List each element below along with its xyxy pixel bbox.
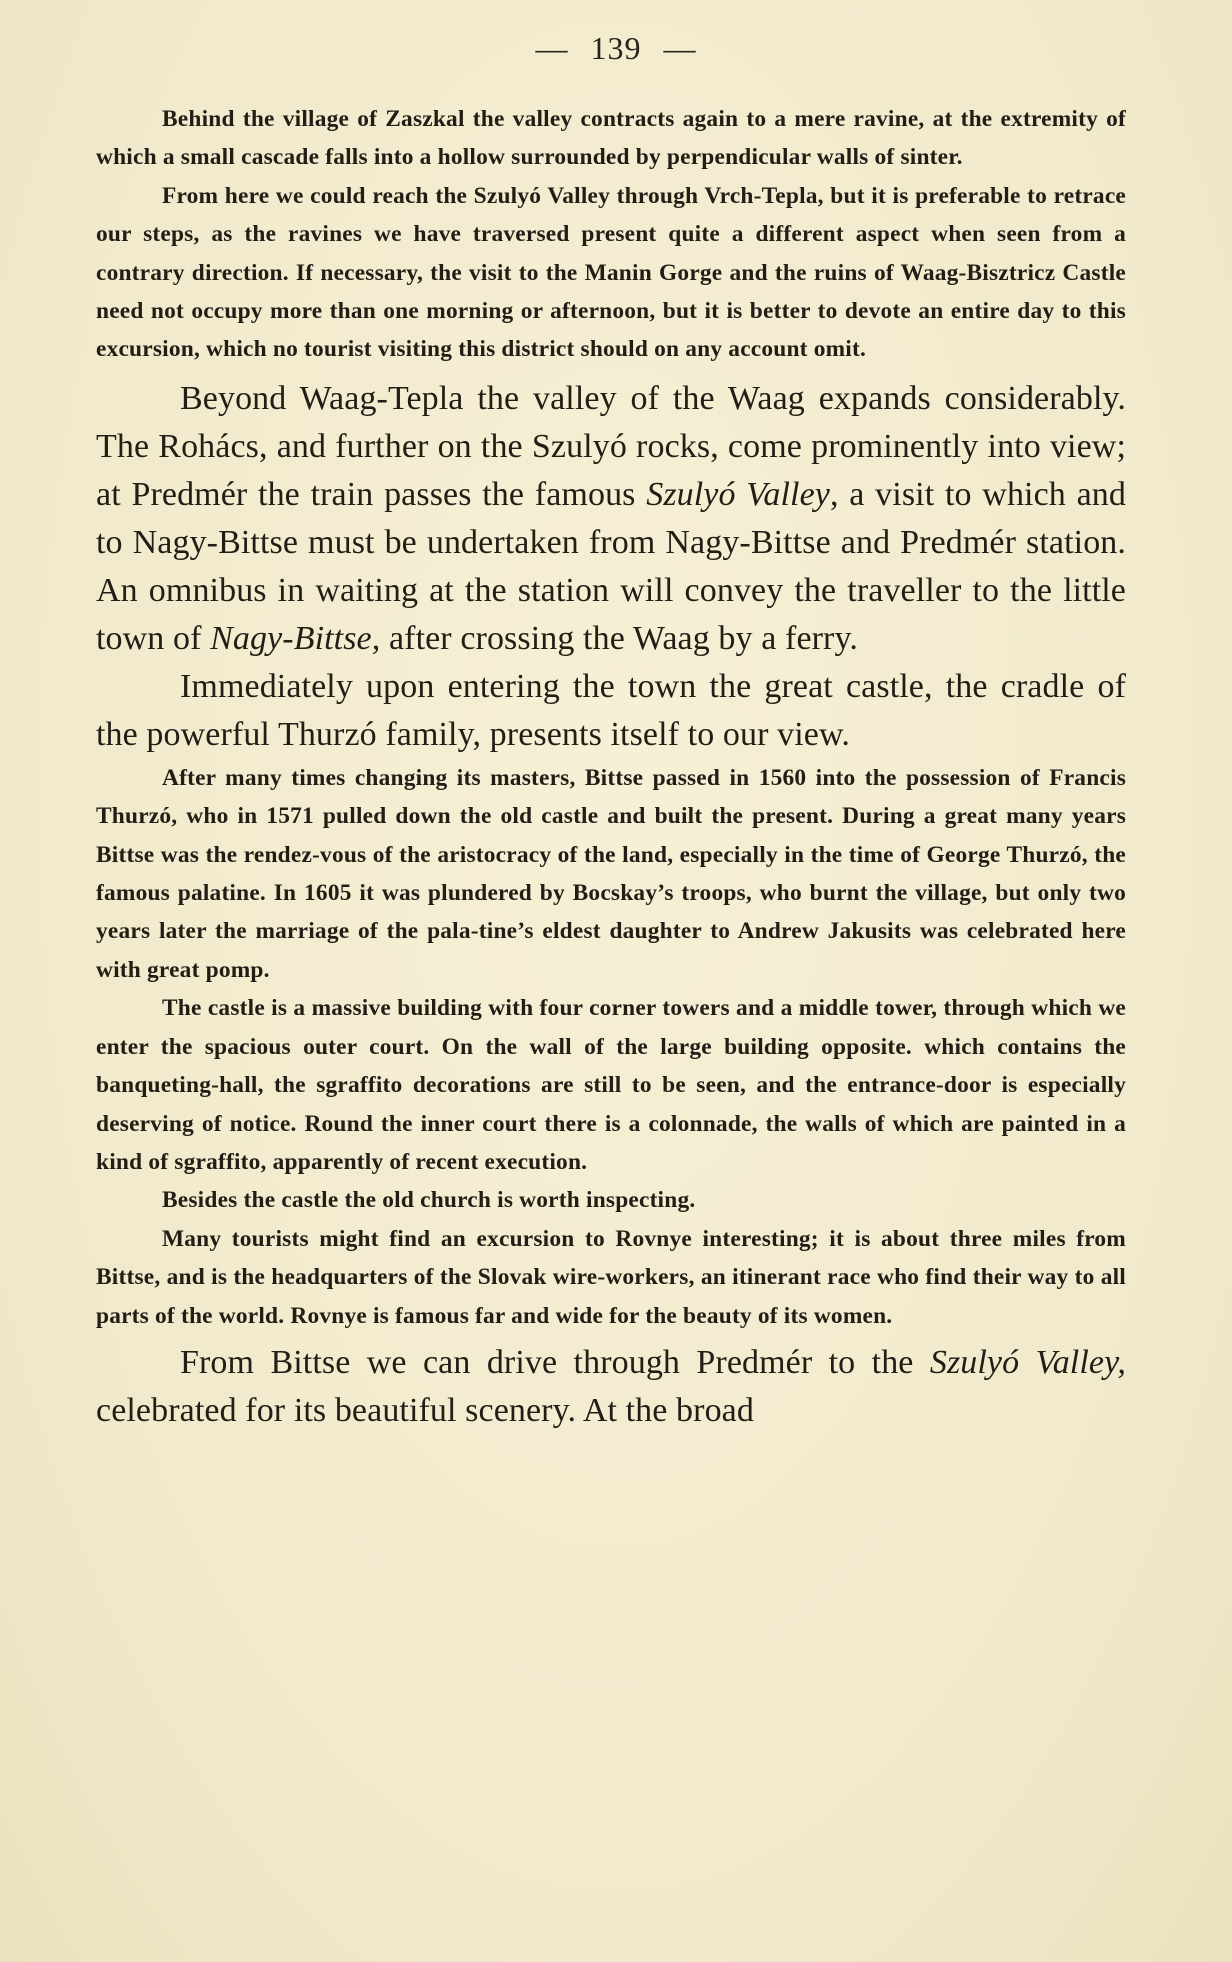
text-run: From Bittse we can drive through Predmér to the [180, 1343, 930, 1381]
italic-text: Nagy-Bittse, [210, 619, 381, 657]
paragraph [96, 1181, 1126, 1219]
text-run: From here we could reach the Szulyó Valley through Vrch-Tepla, but it is preferable to retrace our steps, as the ravines we have traversed present quite a different aspect when seen from a contrary direction. If necessary, the visit to the Manin Gorge and the ruins of Waag-Bisztricz Castle need not occupy more than one morning or afternoon, but it is better to devote an entire day to this excursion, which no tourist visiting this district should on any account omit. [96, 182, 1126, 363]
text-run: Many tourists might find an excursion to Rovnye interesting; it is about three miles from Bittse, and is the headquarters of the Slovak wire-workers, an itinerant race who find their way to all parts of the world. Rovnye is famous far and wide for the beauty of its women. [96, 1225, 1126, 1329]
text-run: After many times changing its masters, Bittse passed in 1560 into the possession of Francis Thurzó, who in 1571 pulled down the old castle and built the present. During a great many years Bittse was the rendez-vous of the aristocracy of the land, especially in the time of George Thurzó, the famous palatine. In 1605 it was plundered by Bocskay’s troops, who burnt the village, but only two years later the marriage of the pala-tine’s eldest daughter to Andrew Jakusits was celebrated here with great pomp. [96, 764, 1126, 983]
text-run: , a visit to which and to Nagy-Bittse must be undertaken from Nagy-Bittse and Predmér station. An omnibus in waiting at the station will convey the traveller to the little town of [96, 475, 1126, 657]
text-run: Beyond Waag-Tepla the valley of the Waag expands considerably. The Rohács, and further on the Szulyó rocks, come prominently into view; at Predmér the train passes the famous [96, 379, 1126, 513]
text-run: celebrated for its beautiful scenery. At the broad [96, 1391, 754, 1429]
paragraph [96, 177, 1126, 369]
paragraph [96, 375, 1126, 663]
italic-text: Szulyó Valley [646, 475, 830, 513]
paragraph [96, 759, 1126, 989]
paragraph [96, 989, 1126, 1181]
page-header [0, 30, 1232, 67]
text-run: Immediately upon entering the town the great castle, the cradle of the powerful Thurzó family, presents itself to our view. [96, 667, 1126, 753]
italic-text: Szulyó Valley, [929, 1343, 1126, 1381]
page-number: 139 [590, 30, 642, 66]
paragraph [96, 1339, 1126, 1435]
paragraph [96, 1220, 1126, 1335]
header-dash-right: — [663, 30, 697, 66]
text-run: Besides the castle the old church is worth inspecting. [162, 1187, 696, 1214]
text-run: after crossing the Waag by a ferry. [380, 619, 858, 657]
page-body [96, 100, 1126, 1435]
text-run: The castle is a massive building with four corner towers and a middle tower, through which we enter the spacious outer court. On the wall of the large building opposite. which contains the banqueting-hall, the sgraffito decorations are still to be seen, and the entrance-door is especially deserving of notice. Round the inner court there is a colonnade, the walls of which are painted in a kind of sgraffito, apparently of recent execution. [96, 995, 1126, 1175]
header-dash-left: — [535, 30, 569, 66]
paragraph [96, 100, 1126, 177]
paragraph [96, 663, 1126, 759]
text-run: Behind the village of Zaszkal the valley contracts again to a mere ravine, at the extremity of which a small cascade falls into a hollow surrounded by perpendicular walls of sinter. [96, 106, 1126, 171]
